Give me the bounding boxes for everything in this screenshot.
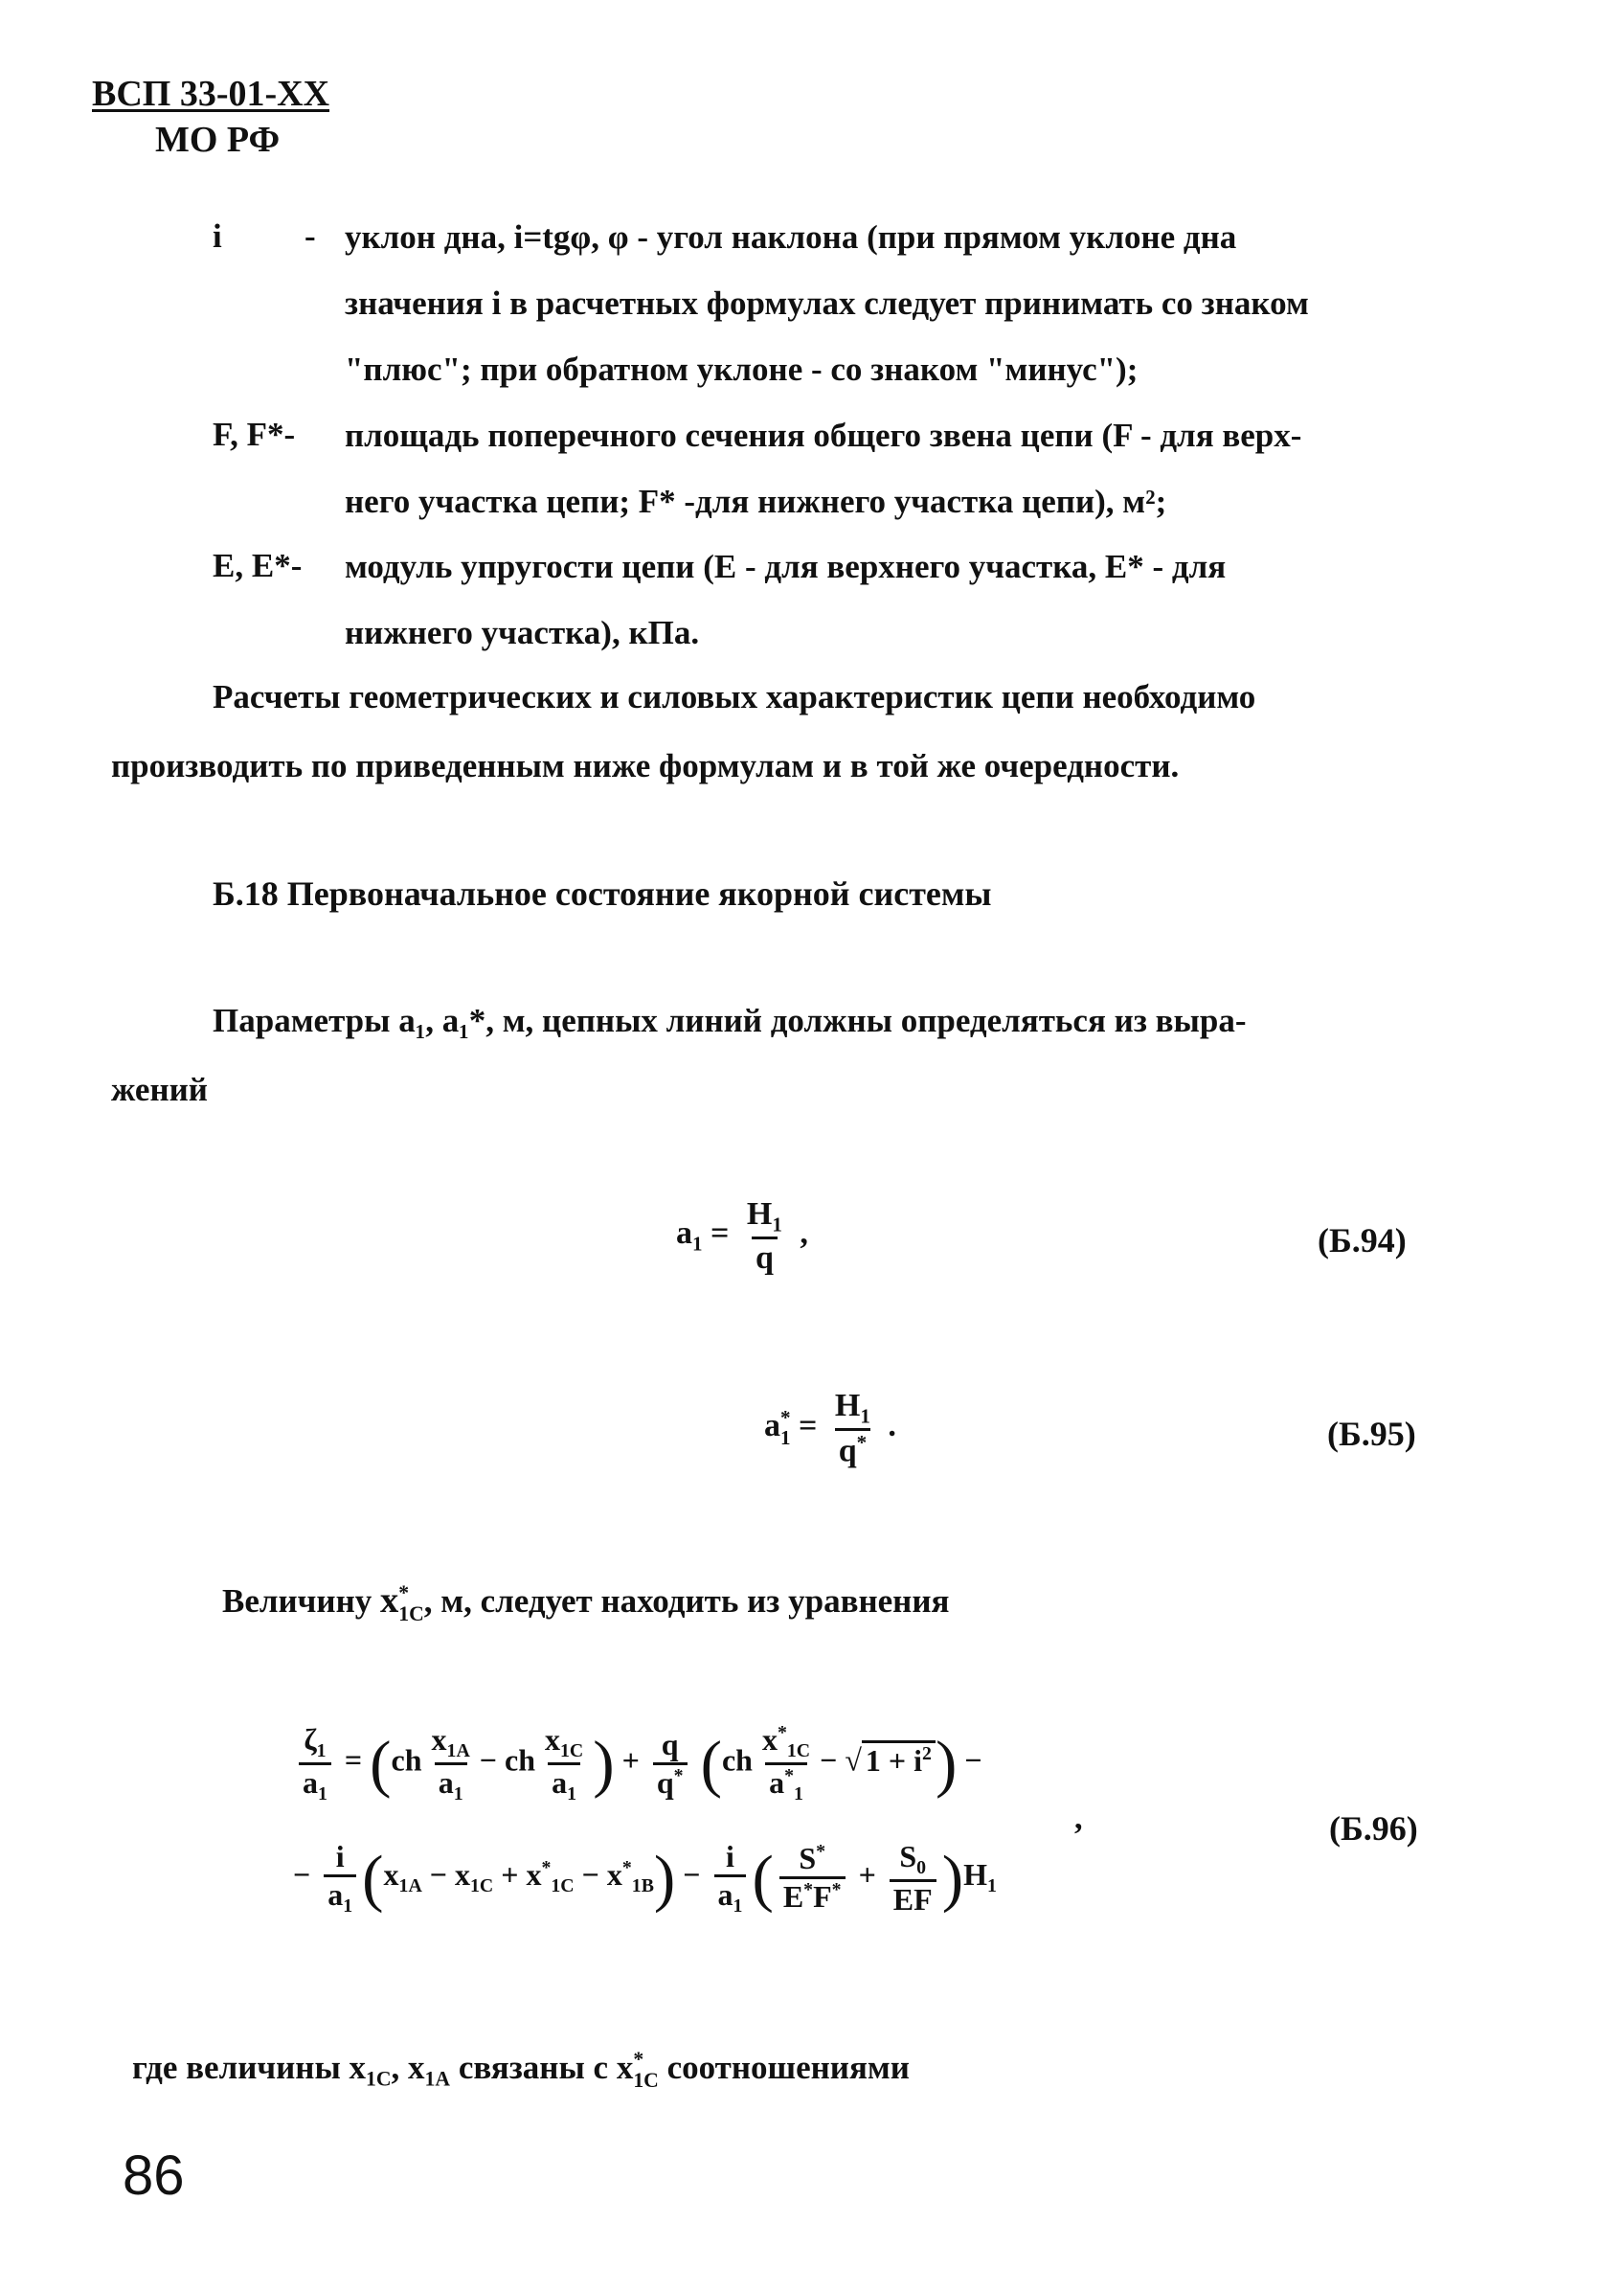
definition-line: площадь поперечного сечения общего звена цепи (F - для верх-: [345, 417, 1302, 454]
definition-dash: -: [304, 217, 316, 255]
params-paragraph-line1: Параметры a₁, a₁*, м, цепных линий должны определяться из выра-: [213, 1002, 1247, 1039]
document-code: ВСП 33-01-ХХ: [92, 74, 330, 114]
definition-f-text: [345, 402, 1484, 534]
definition-line: модуль упругости цепи (E - для верхнего участка, E* - для: [345, 548, 1227, 585]
params-paragraph-line2: жений: [111, 1071, 208, 1108]
definition-e-text: [345, 533, 1484, 666]
equation-b96-line2: − $\frac{i}{a_1}$ $(x_{1A} - x_{1C} + x^*_{1C} - x^*_{1B})$ − $\frac{i}{a_1}$ ( $\frac{S^*}{E^*F^*}$ + $\frac{S_0}{EF}$ )$H_1$: [293, 1839, 997, 1917]
x1c-paragraph: Величину x * 1C , м, следует находить из уравнения: [222, 1580, 950, 1625]
equation-b94: $a_1$ = $\frac{H_1}{q}$ ,: [676, 1196, 808, 1276]
definition-line: нижнего участка), кПа.: [345, 614, 700, 651]
definition-line: него участка цепи; F* -для нижнего участка цепи), м²;: [345, 483, 1167, 520]
definition-line: уклон дна, i=tgφ, φ - угол наклона (при прямом уклоне дна: [345, 218, 1237, 256]
definition-line: значения i в расчетных формулах следует принимать со знаком: [345, 284, 1309, 322]
intro-paragraph-line2: производить по приведенным ниже формулам и в той же очередности.: [111, 747, 1180, 784]
equation-b95: a * 1 = $\frac{H_1}{q^*}$ .: [764, 1388, 896, 1469]
where-paragraph: где величины $x_{1C}$, $x_{1A}$ связаны с x * 1C соотношениями: [132, 2048, 910, 2092]
definition-symbol-f: F, F*-: [213, 416, 296, 453]
equation-label-b95: (Б.95): [1327, 1415, 1416, 1453]
fraction: $\frac{H_1}{q}$: [746, 1196, 782, 1276]
document-org: МО РФ: [155, 120, 281, 160]
fraction: $\frac{H_1}{q^*}$: [834, 1388, 870, 1469]
definition-symbol-e: E, E*-: [213, 547, 303, 584]
equation-label-b96: (Б.96): [1329, 1809, 1418, 1848]
equation-b96-line1: $\frac{\zeta_1}{a_1}$ = (ch $\frac{x_{1A}}{a_1}$ − ch $\frac{x_{1C}}{a_1}$ ) + $\frac{q}{q^*}$ (ch $\frac{x^*_{1C}}{a^*_1}$ − √ $1 + i^2$) −: [293, 1722, 982, 1805]
equation-b96-comma: ,: [1074, 1801, 1083, 1836]
definition-line: "плюс"; при обратном уклоне - со знаком "минус");: [345, 351, 1139, 388]
page-number: 86: [123, 2144, 185, 2207]
definition-i-text: [345, 204, 1484, 402]
definition-symbol-i: i: [213, 217, 222, 255]
equation-label-b94: (Б.94): [1318, 1221, 1407, 1259]
intro-paragraph-line1: Расчеты геометрических и силовых характеристик цепи необходимо: [213, 678, 1256, 715]
section-title: Б.18 Первоначальное состояние якорной системы: [213, 874, 992, 913]
